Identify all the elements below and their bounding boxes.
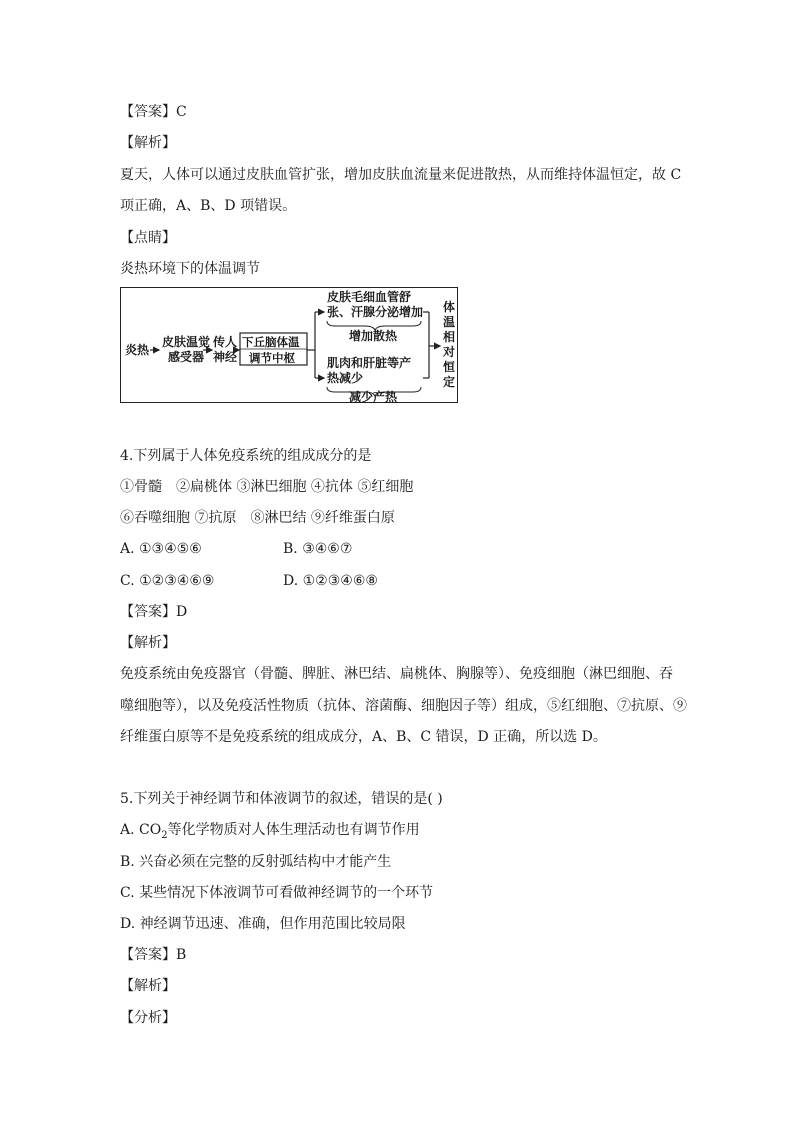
q4-analysis-line2: 噬细胞等），以及免疫活性物质（抗体、溶菌酶、细胞因子等）组成，⑤红细胞、⑦抗原、⑨ [120,698,687,714]
q5-option-a-subscript: 2 [161,829,168,841]
q5-option-a [120,820,420,846]
q4-option-a: A. ①③④⑤⑥ [120,541,202,557]
diagram-reduce-heat: 减少产热 [349,390,398,404]
q3-answer: 【答案】C [120,104,187,120]
q4-items-line2: ⑥吞噬细胞 ⑦抗原 ⑧淋巴结 ⑨纤维蛋白原 [120,510,395,526]
diagram-nerve-line2: 神经 [213,350,238,364]
q5-stem: 5.下列关于神经调节和体液调节的叙述，错误的是( ) [120,791,443,807]
q4-option-d: D. ①②③④⑥⑧ [283,573,378,589]
diagram-center-line1: 下丘脑体温 [242,335,300,349]
q4-option-b: B. ③④⑥⑦ [283,541,353,557]
q5-analysis-sub-label: 【分析】 [120,1010,176,1026]
q5-option-c: C. 某些情况下体液调节可看做神经调节的一个环节 [120,885,434,901]
q3-analysis-line1: 夏天，人体可以通过皮肤血管扩张，增加皮肤血流量来促进散热，从而维持体温恒定，故 C [120,167,682,183]
q4-items-line1: ①骨髓 ②扁桃体 ③淋巴细胞 ④抗体 ⑤红细胞 [120,479,414,495]
diagram-result: 体温相对恒定 [442,300,455,389]
thermoregulation-flow-diagram [120,287,458,403]
q5-option-a-prefix: A. CO [120,822,162,838]
q3-tip-text: 炎热环境下的体温调节 [120,261,260,277]
q4-answer: 【答案】D [120,604,188,620]
diagram-heat: 炎热 [125,343,150,357]
diagram-nerve-line1: 传人 [213,335,238,349]
diagram-center-line2: 调节中枢 [249,351,295,365]
diagram-bottom-line2: 热减少 [327,371,364,385]
q3-analysis-label: 【解析】 [120,135,176,151]
diagram-increase-heat: 增加散热 [349,329,398,343]
diagram-top-line2: 张、汗腺分泌增加 [327,305,424,319]
diagram-receptor-line2: 感受器 [168,350,205,364]
q5-analysis-label: 【解析】 [120,978,176,994]
q3-analysis-line2: 项正确，A、B、D 项错误。 [120,198,297,214]
q4-analysis-line3: 纤维蛋白原等不是免疫系统的组成成分，A、B、C 错误，D 正确，所以选 D。 [120,729,607,745]
q3-tip-label: 【点睛】 [120,230,176,246]
q4-analysis-label: 【解析】 [120,635,176,651]
q4-option-c: C. ①②③④⑥⑨ [120,573,215,589]
q4-stem: 4.下列属于人体免疫系统的组成成分的是 [120,448,372,464]
diagram-receptor-line1: 皮肤温觉 [162,335,211,349]
q4-analysis-line1: 免疫系统由免疫器官（骨髓、脾脏、淋巴结、扁桃体、胸腺等）、免疫细胞（淋巴细胞、吞 [120,666,673,682]
q5-option-a-rest: 等化学物质对人体生理活动也有调节作用 [167,822,420,838]
q5-option-d: D. 神经调节迅速、准确，但作用范围比较局限 [120,916,406,932]
diagram-bottom-line1: 肌肉和肝脏等产 [327,356,412,370]
q5-option-b: B. 兴奋必须在完整的反射弧结构中才能产生 [120,854,392,870]
diagram-top-line1: 皮肤毛细血管舒 [327,290,412,304]
q5-answer: 【答案】B [120,947,187,963]
